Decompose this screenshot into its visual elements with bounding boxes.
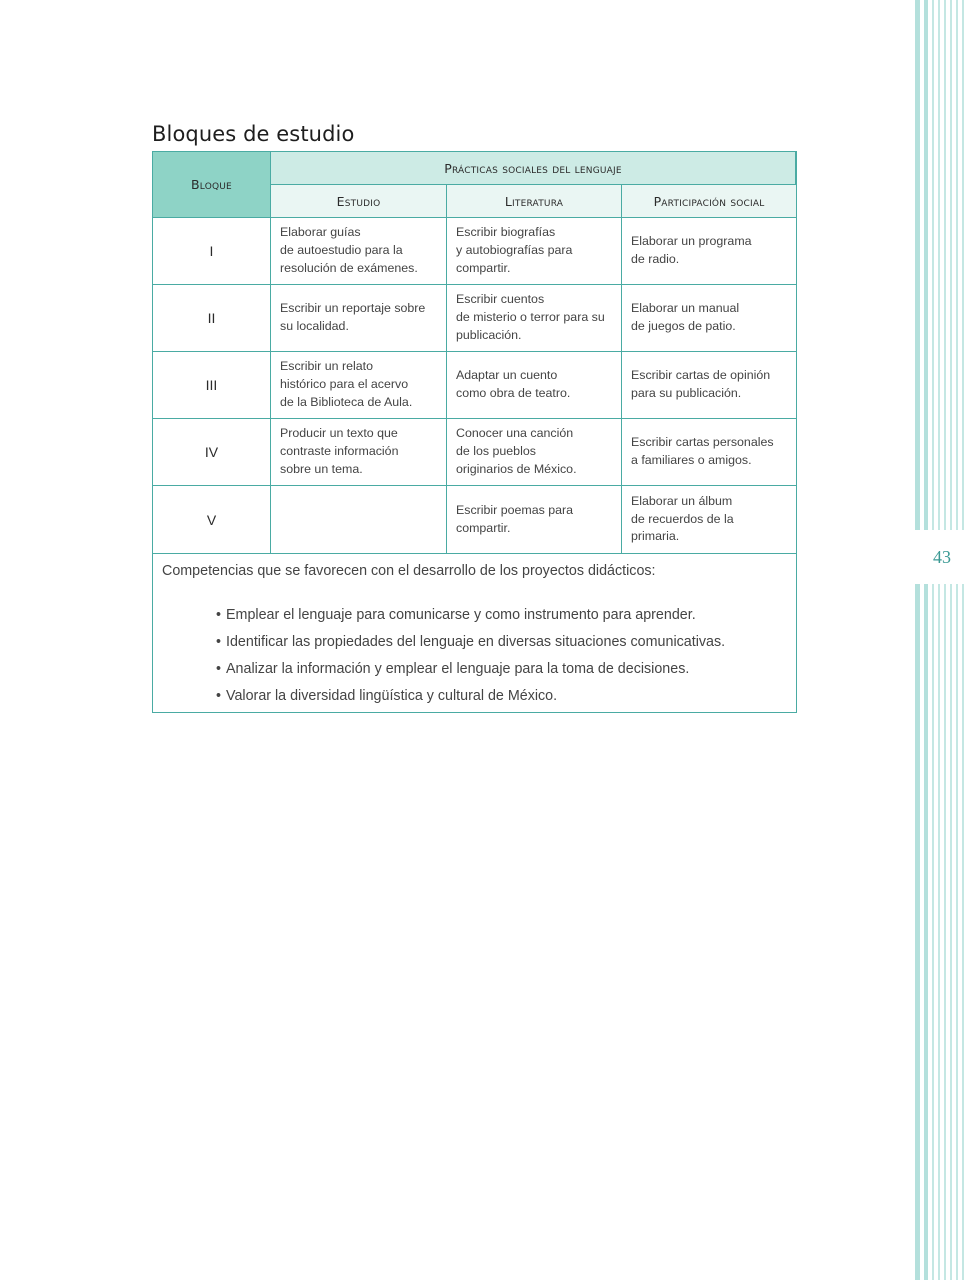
header-practicas: Prácticas sociales del lenguaje — [271, 152, 796, 185]
cell-participacion: Escribir cartas personales a familiares o amigos. — [622, 419, 796, 486]
list-item — [216, 633, 725, 660]
bullet-icon: • — [216, 661, 222, 677]
bullet-icon: • — [216, 607, 222, 623]
cell-literatura: Escribir poemas para compartir. — [447, 486, 622, 554]
cell-estudio: Escribir un relato histórico para el acervo de la Biblioteca de Aula. — [271, 352, 447, 419]
header-participacion: Participación social — [622, 185, 796, 218]
table-row-bloque: I — [153, 218, 271, 285]
header-bloque: Bloque — [153, 152, 271, 218]
cell-participacion: Elaborar un álbum de recuerdos de la primaria. — [622, 486, 796, 554]
cell-estudio — [271, 486, 447, 554]
cell-literatura: Conocer una canción de los pueblos originarios de México. — [447, 419, 622, 486]
list-item — [216, 660, 725, 687]
cell-participacion: Elaborar un manual de juegos de patio. — [622, 285, 796, 352]
cell-estudio: Elaborar guías de autoestudio para la resolución de exámenes. — [271, 218, 447, 285]
cell-participacion: Escribir cartas de opinión para su publicación. — [622, 352, 796, 419]
cell-participacion: Elaborar un programa de radio. — [622, 218, 796, 285]
competencia-text: Emplear el lenguaje para comunicarse y como instrumento para aprender. — [226, 607, 696, 623]
table-row-bloque: III — [153, 352, 271, 419]
list-item — [216, 606, 725, 633]
competencia-text: Identificar las propiedades del lenguaje en diversas situaciones comunicativas. — [226, 634, 726, 650]
competencia-text: Analizar la información y emplear el lenguaje para la toma de decisiones. — [226, 661, 690, 677]
header-estudio: Estudio — [271, 185, 447, 218]
table-row-bloque: V — [153, 486, 271, 554]
cell-literatura: Escribir cuentos de misterio o terror para su publicación. — [447, 285, 622, 352]
cell-literatura: Escribir biografías y autobiografías para compartir. — [447, 218, 622, 285]
competencias-intro: Competencias que se favorecen con el desarrollo de los proyectos didácticos: — [162, 563, 656, 579]
list-item — [216, 687, 725, 714]
bullet-icon: • — [216, 688, 222, 704]
cell-literatura: Adaptar un cuento como obra de teatro. — [447, 352, 622, 419]
table-row-bloque: IV — [153, 419, 271, 486]
cell-estudio: Escribir un reportaje sobre su localidad. — [271, 285, 447, 352]
decorative-stripes — [912, 0, 972, 1280]
study-blocks-table — [152, 151, 797, 713]
table-row-bloque: II — [153, 285, 271, 352]
competencia-text: Valorar la diversidad lingüística y cultural de México. — [226, 688, 558, 704]
bullet-icon: • — [216, 634, 222, 650]
header-literatura: Literatura — [447, 185, 622, 218]
page-title: Bloques de estudio — [152, 122, 355, 146]
competencias-list — [216, 606, 725, 714]
page-number: 43 — [912, 530, 972, 584]
cell-estudio: Producir un texto que contraste información sobre un tema. — [271, 419, 447, 486]
